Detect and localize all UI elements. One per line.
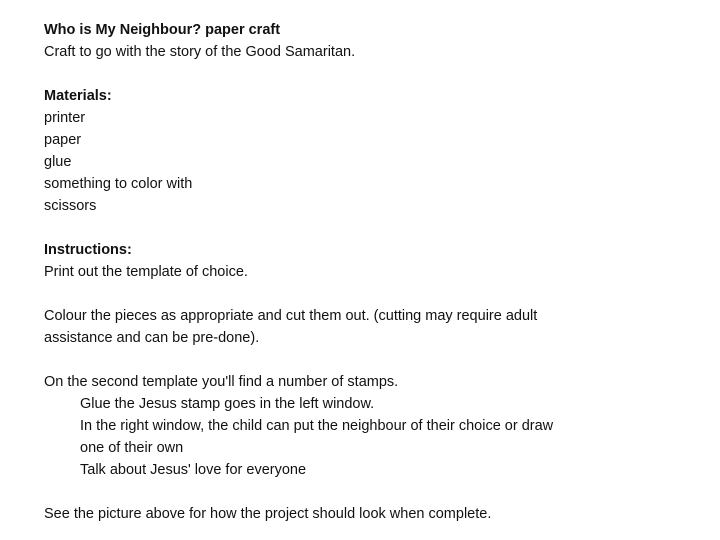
document-title: Who is My Neighbour? paper craft — [44, 22, 281, 38]
materials-item: scissors — [44, 198, 97, 214]
spacer — [44, 481, 684, 503]
instruction-step-1: Print out the template of choice. — [44, 264, 248, 280]
instructions-heading: Instructions: — [44, 242, 132, 258]
document-subtitle: Craft to go with the story of the Good Samaritan. — [44, 44, 356, 60]
materials-item: something to color with — [44, 176, 193, 192]
spacer — [44, 349, 684, 371]
instruction-step-3-sub: Glue the Jesus stamp goes in the left window. — [80, 396, 375, 412]
document-page — [44, 19, 684, 525]
instruction-step-3-intro: On the second template you'll find a number of stamps. — [44, 374, 399, 390]
instruction-closing: See the picture above for how the project should look when complete. — [44, 506, 492, 522]
instruction-step-3-sub: Talk about Jesus' love for everyone — [80, 462, 307, 478]
spacer — [44, 63, 684, 85]
spacer — [44, 283, 684, 305]
instruction-step-2-line-1: Colour the pieces as appropriate and cut them out. (cutting may require adult — [44, 308, 538, 324]
materials-item: glue — [44, 154, 72, 170]
instruction-step-3-sub: In the right window, the child can put the neighbour of their choice or draw — [80, 418, 554, 434]
spacer — [44, 217, 684, 239]
materials-heading: Materials: — [44, 88, 112, 104]
materials-item: printer — [44, 110, 86, 126]
instruction-step-3-sub: one of their own — [80, 440, 184, 456]
instruction-step-2-line-2: assistance and can be pre-done). — [44, 330, 260, 346]
materials-item: paper — [44, 132, 82, 148]
